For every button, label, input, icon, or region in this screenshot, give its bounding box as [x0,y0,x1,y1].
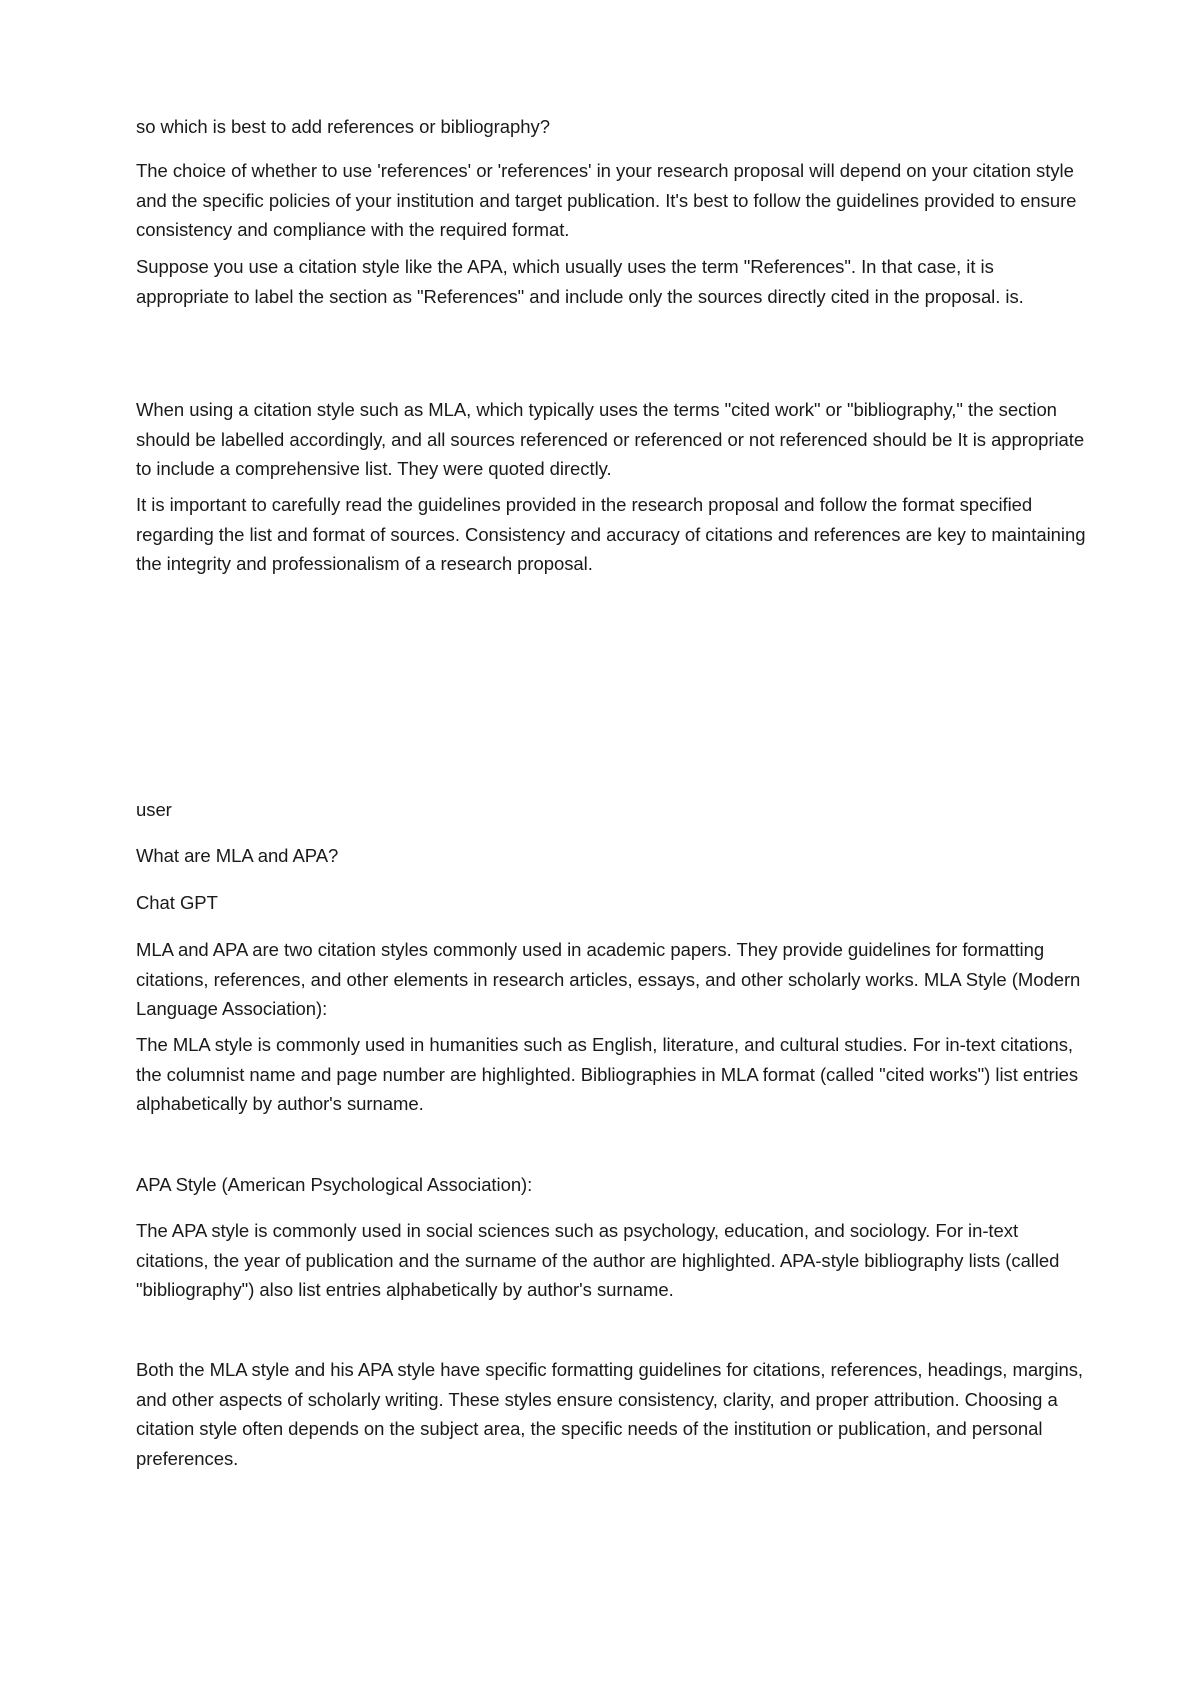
question-mla-apa: What are MLA and APA? [136,845,339,866]
answer-paragraph-mla: When using a citation style such as MLA, which typically uses the terms "cited work" or "bibliography," the section should be labelled accordingly, and all sources referenced or referenced or not referenced should be It is appropriate to include a comprehensive list. They were quoted directly. [136,399,1085,479]
speaker-label-user: user [136,799,172,820]
apa-style-heading: APA Style (American Psychological Association): [136,1174,533,1195]
question-paragraph: so which is best to add references or bibliography? [136,116,550,137]
answer-paragraph-overview: MLA and APA are two citation styles commonly used in academic papers. They provide guidelines for formatting citations, references, and other elements in research articles, essays, and other scholarly works. MLA Style (Modern Language Association): [136,939,1081,1019]
answer-paragraph-mla-style: The MLA style is commonly used in humanities such as English, literature, and cultural studies. For in-text citations, the columnist name and page number are highlighted. Bibliographies in MLA format (called "cited works") list entries alphabetically by author's surname. [136,1034,1079,1114]
answer-paragraph-intro: The choice of whether to use 'references' or 'references' in your research proposal will depend on your citation style and the specific policies of your institution and target publication. It's best to follow the guidelines provided to ensure consistency and compliance with the required format. [136,160,1077,240]
answer-paragraph-apa: Suppose you use a citation style like the APA, which usually uses the term "References". In that case, it is appropriate to label the section as "References" and include only the sources directly cited in the proposal. is. [136,256,1024,307]
answer-paragraph-summary: Both the MLA style and his APA style have specific formatting guidelines for citations, references, headings, margins, and other aspects of scholarly writing. These styles ensure consistency, clarity, and proper attribution. Choosing a citation style often depends on the subject area, the specific needs of the institution or publication, and personal preferences. [136,1359,1084,1469]
answer-paragraph-conclusion: It is important to carefully read the guidelines provided in the research proposal and follow the format specified regarding the list and format of sources. Consistency and accuracy of citations and references are key to maintaining the integrity and professionalism of a research proposal. [136,494,1086,574]
speaker-label-chatgpt: Chat GPT [136,892,218,913]
answer-paragraph-apa-style: The APA style is commonly used in social sciences such as psychology, education, and sociology. For in-text citations, the year of publication and the surname of the author are highlighted. APA-style bibliography lists (called "bibliography") also list entries alphabetically by author's surname. [136,1220,1060,1300]
